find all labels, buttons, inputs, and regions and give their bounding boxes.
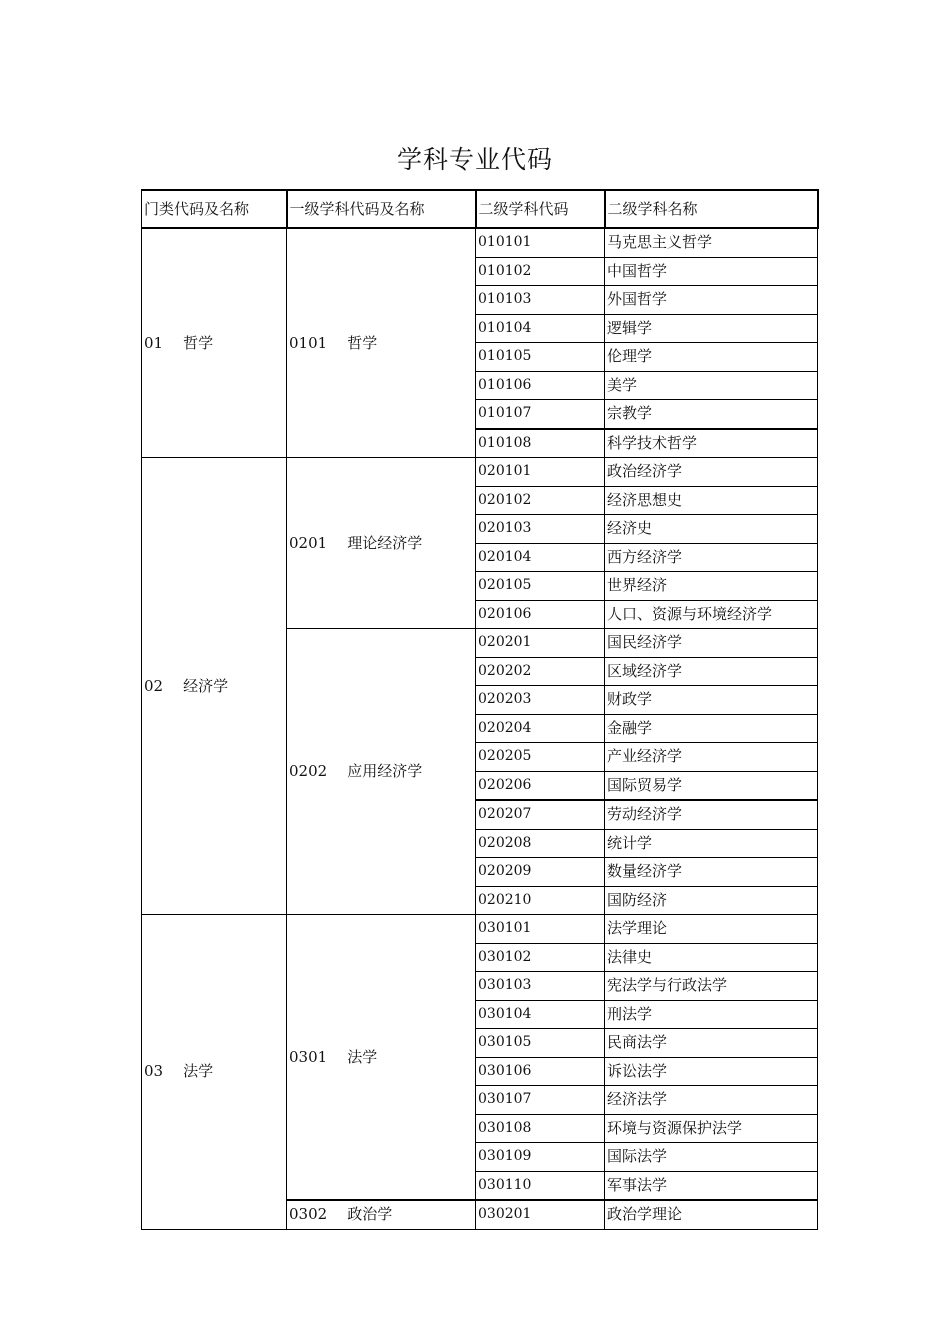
subject-name: 西方经济学	[605, 543, 818, 572]
subject-name: 民商法学	[605, 1029, 818, 1058]
category-cell	[142, 228, 287, 458]
discipline-name: 应用经济学	[347, 762, 423, 780]
subject-code: 020205	[476, 743, 605, 772]
subject-name: 区域经济学	[605, 657, 818, 686]
subject-name: 外国哲学	[605, 286, 818, 315]
subject-code: 020201	[476, 629, 605, 658]
subject-code: 010103	[476, 286, 605, 315]
discipline-name: 政治学	[347, 1205, 393, 1224]
subject-code: 030110	[476, 1171, 605, 1200]
subject-name: 宗教学	[605, 400, 818, 429]
discipline-cell	[287, 629, 476, 915]
subject-code: 010105	[476, 343, 605, 372]
subject-code: 020105	[476, 572, 605, 601]
subject-name: 金融学	[605, 714, 818, 743]
subject-code: 020202	[476, 657, 605, 686]
table-header-row	[142, 190, 818, 228]
subject-code: 030108	[476, 1114, 605, 1143]
subject-name: 法学理论	[605, 915, 818, 944]
subject-name: 中国哲学	[605, 257, 818, 286]
discipline-code: 0201	[289, 533, 328, 552]
subject-name: 产业经济学	[605, 743, 818, 772]
subject-code: 030105	[476, 1029, 605, 1058]
subject-name: 国防经济	[605, 886, 818, 915]
subject-code: 020103	[476, 515, 605, 544]
subject-name: 宪法学与行政法学	[605, 972, 818, 1001]
subject-code: 030201	[476, 1200, 605, 1229]
subject-name: 政治学理论	[605, 1200, 818, 1229]
subject-name: 国民经济学	[605, 629, 818, 658]
category-code: 01	[144, 333, 164, 352]
subject-name: 数量经济学	[605, 858, 818, 887]
category-name: 法学	[183, 1062, 214, 1081]
subject-code: 020101	[476, 458, 605, 487]
discipline-cell	[287, 458, 476, 629]
discipline-cell	[287, 1200, 476, 1229]
subject-name: 伦理学	[605, 343, 818, 372]
discipline-code-table	[141, 189, 819, 1230]
subject-code: 010108	[476, 429, 605, 458]
discipline-code: 0302	[289, 1205, 328, 1224]
header-category: 门类代码及名称	[142, 190, 287, 228]
subject-code: 030106	[476, 1057, 605, 1086]
discipline-cell	[287, 915, 476, 1201]
subject-code: 010106	[476, 371, 605, 400]
discipline-cell	[287, 228, 476, 458]
discipline-code: 0202	[289, 762, 328, 780]
subject-name: 法律史	[605, 943, 818, 972]
category-cell	[142, 915, 287, 1230]
subject-name: 世界经济	[605, 572, 818, 601]
subject-code: 020208	[476, 829, 605, 858]
subject-name: 劳动经济学	[605, 800, 818, 829]
subject-name: 军事法学	[605, 1171, 818, 1200]
subject-name: 刑法学	[605, 1000, 818, 1029]
header-first-level: 一级学科代码及名称	[287, 190, 476, 228]
category-cell	[142, 458, 287, 915]
header-second-level-code: 二级学科代码	[476, 190, 605, 228]
subject-code: 020210	[476, 886, 605, 915]
page-title: 学科专业代码	[396, 145, 553, 174]
subject-code: 030107	[476, 1086, 605, 1115]
subject-name: 环境与资源保护法学	[605, 1114, 818, 1143]
subject-code: 020204	[476, 714, 605, 743]
category-code: 02	[144, 676, 164, 695]
subject-code: 020203	[476, 686, 605, 715]
subject-code: 020207	[476, 800, 605, 829]
subject-name: 政治经济学	[605, 458, 818, 487]
subject-code: 020106	[476, 600, 605, 629]
subject-name: 统计学	[605, 829, 818, 858]
subject-code: 030102	[476, 943, 605, 972]
discipline-name: 哲学	[347, 333, 378, 352]
subject-name: 经济史	[605, 515, 818, 544]
subject-code: 010101	[476, 228, 605, 257]
subject-code: 020209	[476, 858, 605, 887]
subject-name: 科学技术哲学	[605, 429, 818, 458]
subject-code: 020206	[476, 771, 605, 800]
subject-name: 国际贸易学	[605, 771, 818, 800]
category-name: 哲学	[183, 333, 214, 352]
discipline-name: 理论经济学	[347, 533, 423, 552]
subject-name: 经济法学	[605, 1086, 818, 1115]
subject-code: 010107	[476, 400, 605, 429]
table-body	[142, 228, 818, 1229]
subject-code: 030103	[476, 972, 605, 1001]
table-row	[142, 228, 818, 257]
table-row	[142, 458, 818, 487]
subject-name: 经济思想史	[605, 486, 818, 515]
subject-code: 030101	[476, 915, 605, 944]
header-second-level-name: 二级学科名称	[605, 190, 818, 228]
discipline-code: 0101	[289, 333, 328, 352]
discipline-name: 法学	[347, 1047, 378, 1066]
subject-code: 010102	[476, 257, 605, 286]
subject-code: 020102	[476, 486, 605, 515]
category-name: 经济学	[183, 676, 229, 695]
subject-code: 010104	[476, 314, 605, 343]
subject-name: 美学	[605, 371, 818, 400]
subject-name: 马克思主义哲学	[605, 228, 818, 257]
subject-code: 030104	[476, 1000, 605, 1029]
category-code: 03	[144, 1062, 164, 1081]
subject-name: 财政学	[605, 686, 818, 715]
subject-code: 030109	[476, 1143, 605, 1172]
subject-name: 诉讼法学	[605, 1057, 818, 1086]
subject-name: 人口、资源与环境经济学	[605, 600, 818, 629]
subject-name: 国际法学	[605, 1143, 818, 1172]
subject-name: 逻辑学	[605, 314, 818, 343]
subject-code: 020104	[476, 543, 605, 572]
table-row	[142, 915, 818, 944]
discipline-code: 0301	[289, 1047, 328, 1066]
